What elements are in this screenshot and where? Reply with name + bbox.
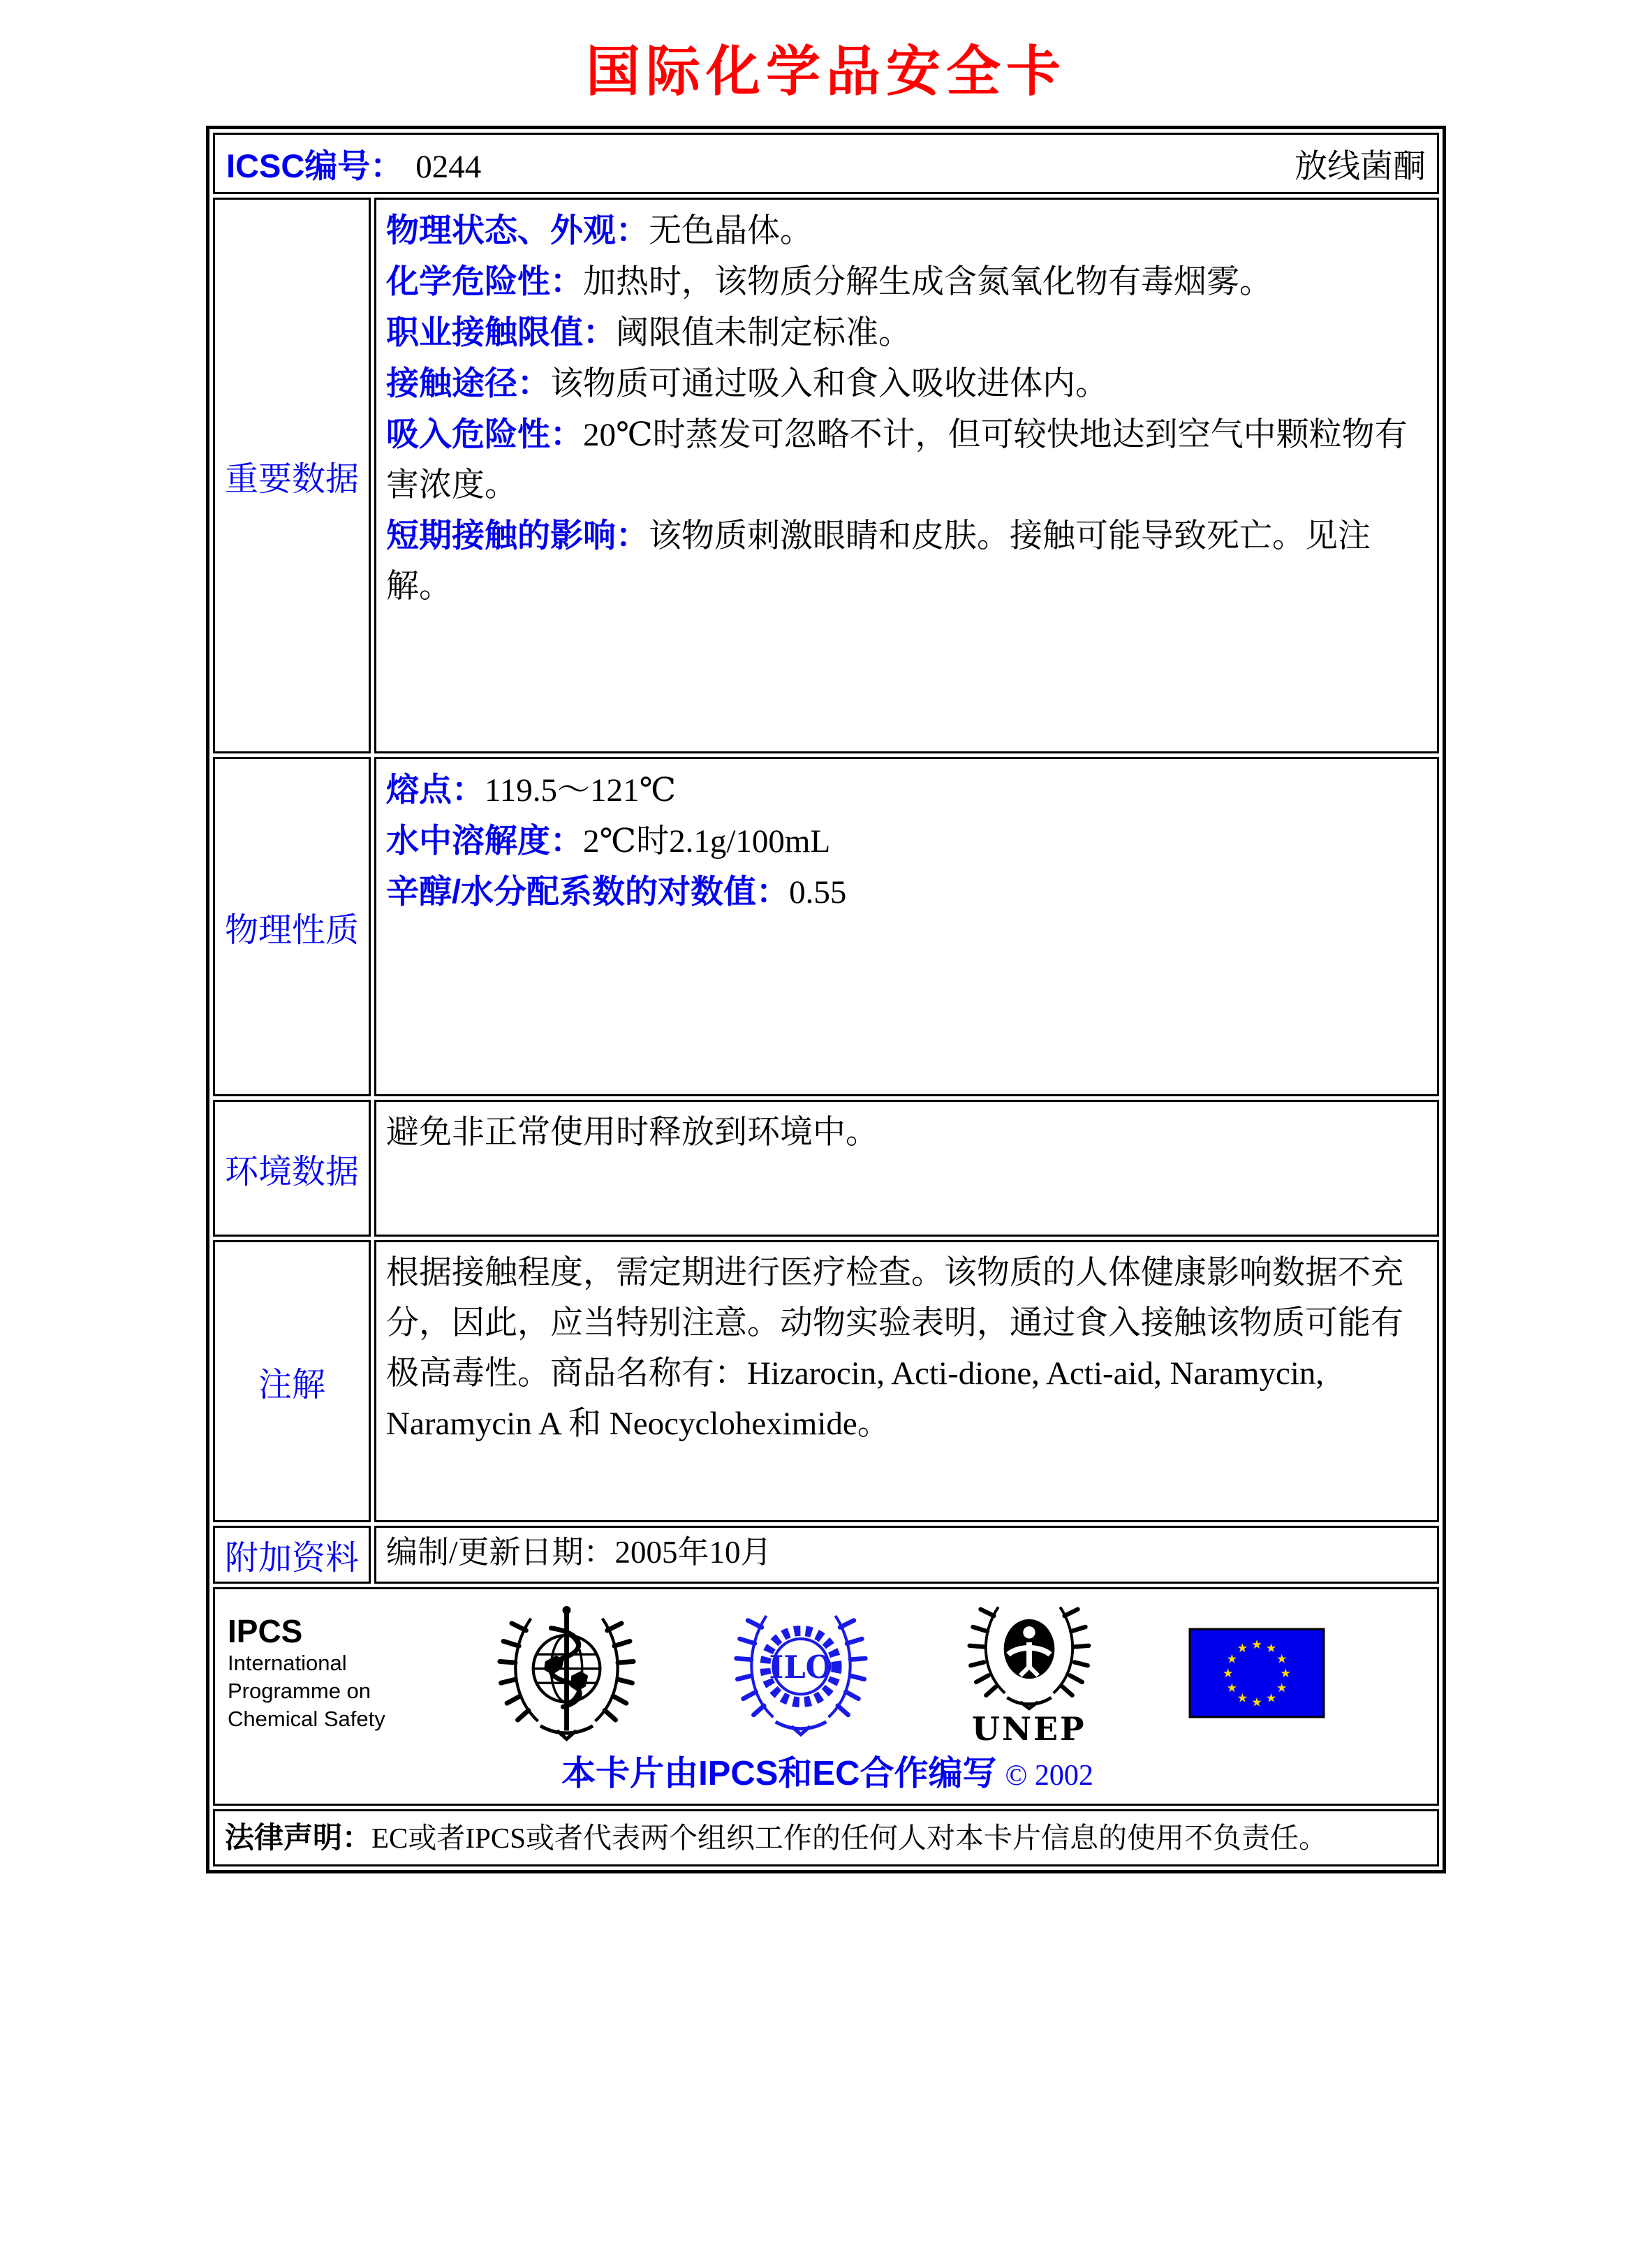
- important-data-row: [213, 198, 1439, 753]
- notes-label: 注解: [213, 1240, 371, 1522]
- environmental-data-row: [213, 1100, 1439, 1237]
- eu-star: ★: [1251, 1637, 1262, 1652]
- environmental-data-content: 避免非正常使用时释放到环境中。: [374, 1100, 1439, 1237]
- physical-properties-row: [213, 757, 1439, 1096]
- chemical-name: 放线菌酮: [1295, 148, 1426, 185]
- header-row: [213, 133, 1439, 194]
- ipcs-subtitle-line: International: [228, 1651, 347, 1675]
- page-title: 国际化学品安全卡: [585, 40, 1066, 103]
- logos-cell: [213, 1587, 1439, 1806]
- physical-property-item: 辛醇/水分配系数的对数值：0.55: [386, 873, 847, 911]
- notes-row: [213, 1240, 1439, 1522]
- notes-content: 根据接触程度，需定期进行医疗检查。该物质的人体健康影响数据不充分，因此，应当特别注意。动物实验表明，通过食入接触该物质可能有极高毒性。商品名称有：Hizarocin, Acti-dione, Acti-aid, Naramycin, Naramycin A 和 Neocycloheximide。: [374, 1240, 1439, 1522]
- eu-star: ★: [1222, 1667, 1234, 1681]
- eu-star: ★: [1265, 1642, 1277, 1656]
- ilo-logo-icon: [732, 1602, 870, 1745]
- eu-star: ★: [1237, 1691, 1248, 1706]
- important-data-item: 职业接触限值：阈限值未制定标准。: [386, 314, 911, 351]
- ipcs-subtitle-line: Chemical Safety: [228, 1707, 385, 1731]
- credit-text: 本卡片由IPCS和EC合作编写: [561, 1755, 997, 1792]
- unep-logo-text: UNEP: [971, 1710, 1086, 1748]
- eu-star: ★: [1237, 1642, 1248, 1656]
- important-data-item: 吸入危险性：20℃时蒸发可忽略不计，但可较快地达到空气中颗粒物有害浓度。: [386, 415, 1408, 503]
- icsc-number-value: 0244: [415, 148, 482, 185]
- ilo-logo-text: ILO: [769, 1648, 832, 1686]
- eu-star: ★: [1276, 1652, 1288, 1667]
- who-logo-icon: [495, 1602, 638, 1745]
- important-data-item: 物理状态、外观：无色晶体。: [386, 212, 813, 249]
- icsc-number-group: [226, 140, 481, 187]
- important-data-item: 化学危险性：加热时，该物质分解生成含氮氧化物有毒烟雾。: [386, 263, 1272, 300]
- logos-strip: [225, 1598, 1430, 1746]
- legal-text: EC或者IPCS或者代表两个组织工作的任何人对本卡片信息的使用不负责任。: [371, 1822, 1328, 1854]
- physical-properties-label: 物理性质: [213, 757, 371, 1096]
- ipcs-text-block: [228, 1613, 402, 1733]
- eu-star: ★: [1251, 1695, 1262, 1710]
- unep-logo-icon: [963, 1600, 1096, 1711]
- additional-info-label: 附加资料: [213, 1526, 371, 1584]
- additional-info-content: 编制/更新日期：2005年10月: [374, 1526, 1439, 1584]
- credit-line: [225, 1753, 1430, 1797]
- important-data-item: 短期接触的影响：该物质刺激眼睛和皮肤。接触可能导致死亡。见注解。: [386, 517, 1371, 605]
- physical-properties-content: [374, 757, 1439, 1096]
- ipcs-title: IPCS: [228, 1613, 303, 1649]
- logos-row: [213, 1587, 1439, 1806]
- icsc-number-label: ICSC编号：: [226, 147, 404, 184]
- legal-label: 法律声明：: [225, 1821, 372, 1854]
- icsc-card: [206, 126, 1446, 1873]
- important-data-label: 重要数据: [213, 198, 371, 753]
- copyright-text: © 2002: [1005, 1760, 1093, 1792]
- unep-logo-block: [963, 1600, 1096, 1746]
- eu-star: ★: [1226, 1681, 1238, 1695]
- eu-star: ★: [1280, 1667, 1292, 1681]
- eu-flag-icon: [1188, 1628, 1325, 1718]
- additional-info-row: [213, 1526, 1439, 1584]
- important-data-content: [374, 198, 1439, 753]
- legal-row: [213, 1809, 1439, 1866]
- eu-star: ★: [1226, 1652, 1238, 1667]
- environmental-data-label: 环境数据: [213, 1100, 371, 1237]
- physical-property-item: 水中溶解度：2℃时2.1g/100mL: [386, 822, 831, 860]
- eu-star: ★: [1265, 1691, 1277, 1706]
- ipcs-subtitle-line: Programme on: [228, 1679, 371, 1703]
- legal-cell: [213, 1809, 1439, 1866]
- header-cell: [213, 133, 1439, 194]
- eu-star: ★: [1276, 1681, 1288, 1695]
- physical-property-item: 熔点：119.5～121℃: [386, 771, 677, 809]
- important-data-item: 接触途径：该物质可通过吸入和食入吸收进体内。: [386, 364, 1108, 402]
